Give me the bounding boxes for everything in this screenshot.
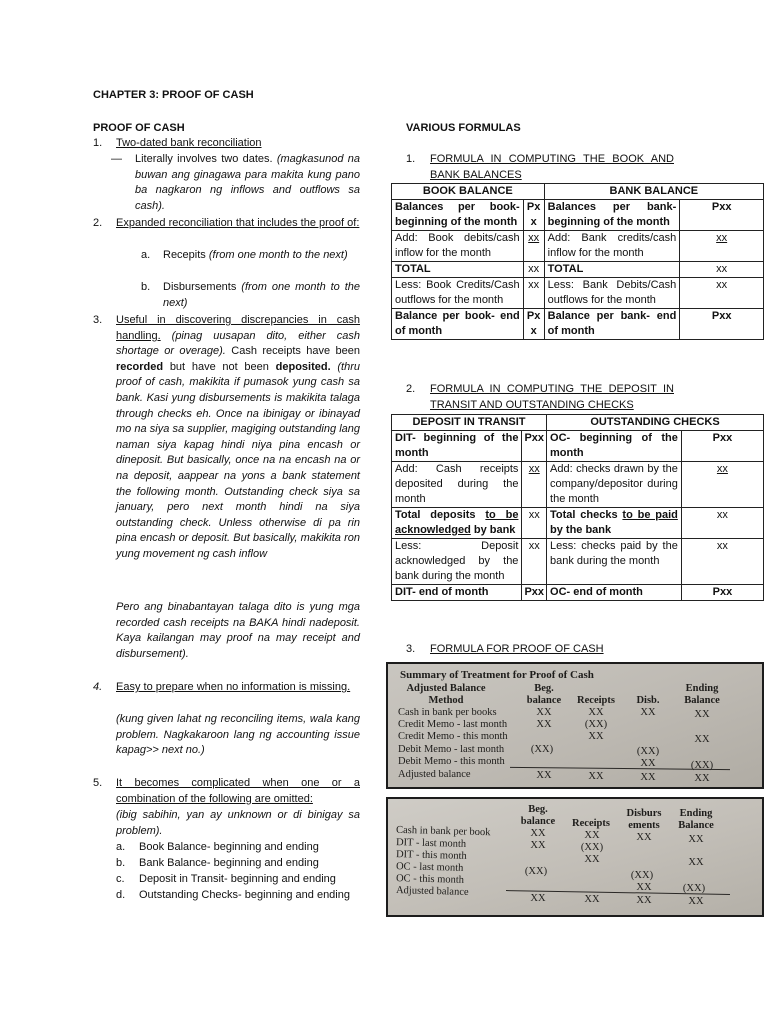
item1-dash: — — [111, 153, 122, 165]
photo2-row-end: XX — [688, 834, 704, 845]
photo2-row-end: XX — [688, 896, 704, 907]
item5b-mark: b. — [116, 857, 126, 869]
photo1-title: Summary of Treatment for Proof of Cash — [400, 669, 594, 681]
item5d-mark: d. — [116, 889, 126, 901]
item1-title: Two-dated bank reconciliation — [116, 137, 262, 149]
formula1-row — [392, 278, 764, 309]
formula1-amount: Pxx — [680, 200, 764, 231]
photo1-row-label: Credit Memo - last month — [398, 719, 508, 730]
formula1-table — [391, 183, 764, 340]
photo1-col-receipts: Receipts — [577, 695, 615, 706]
formula2-amount: xx — [681, 508, 763, 539]
photo2-row-beg: XX — [530, 840, 546, 851]
formula2-amount: xx — [681, 539, 763, 585]
formula1-cell: TOTAL — [544, 262, 680, 278]
proof-of-cash-dit-oc-photo — [386, 797, 764, 917]
item5c-text: Deposit in Transit- beginning and ending — [139, 873, 336, 885]
item5c-mark: c. — [116, 873, 125, 885]
formula1-amount: Px x — [523, 200, 544, 231]
photo1-row-label: Debit Memo - this month — [398, 756, 505, 767]
photo2-row-disb: XX — [636, 882, 652, 893]
formula2-amount: xx — [681, 462, 763, 508]
formula2-amount: Pxx — [681, 431, 763, 462]
formula2-cell: DIT- beginning of the month — [392, 431, 522, 462]
formula2-text: Total checks — [550, 509, 618, 521]
item2b-italic: (from one month to the next) — [163, 281, 360, 309]
item5a-mark: a. — [116, 841, 126, 853]
item3-body — [116, 313, 360, 563]
photo1-col-end1: Ending — [685, 683, 719, 694]
formula3-title: FORMULA FOR PROOF OF CASH — [430, 643, 604, 655]
item2a-mark: a. — [141, 249, 151, 261]
formula1-row — [392, 231, 764, 262]
photo2-row-beg: (XX) — [524, 866, 548, 877]
item3-note2: (thru proof of cash, makikita if pumasok yung cash sa bank. Kasi yung disbursements is makikita talaga through checks eh. Once na ibinigay or ibinayad mo na siya sa supplier, magiging outstanding lang naman siya kapag hindi niya pina encash or dineposit. But basically, once na na encash na or na deposit, aappear na yons a bank statement the following month. Outstanding check siya sa january, pero next month hindi na siya outstanding check. Unless otherwise di pa rin pina encash or deposit. But basically, makikita ron yung movement ng cash inflow — [116, 360, 361, 560]
formula2-amount: Pxx — [522, 431, 547, 462]
item3-note1: (pinag uusapan dito, either cash shortage or overage). — [116, 329, 360, 358]
photo2-row-label: Adjusted balance — [395, 885, 469, 898]
item3-number: 3. — [93, 314, 103, 326]
photo1-row-disb: XX — [640, 772, 656, 783]
formula2-table — [391, 414, 764, 601]
formula1-cell: TOTAL — [392, 262, 524, 278]
photo2-row-disb: (XX) — [630, 870, 654, 881]
item1-text-italic: (magkasunod na buwan ang ginagawa para makita kung pano ba nagkaron ng inflows and outflows sa cash). — [135, 153, 360, 212]
formula2-amount: xx — [522, 462, 547, 508]
photo1-row-beg: (XX) — [530, 744, 554, 755]
photo1-row-rec: (XX) — [584, 719, 608, 730]
formula2-cell: Add: Cash receipts deposited during the month — [392, 462, 522, 508]
item1-text-plain: Literally involves two dates. — [135, 153, 273, 165]
photo1-col-end2: Balance — [684, 695, 720, 706]
photo2-row-disb: XX — [636, 832, 652, 843]
item5-text: (ibig sabihin, yan ay unknown or di binigay sa problem). — [116, 809, 360, 837]
formula1-header-row — [392, 184, 764, 200]
formula2-row — [392, 431, 764, 462]
formula1-amount: Pxx — [680, 309, 764, 340]
photo1-row-beg: XX — [536, 707, 552, 718]
formula1-cell: Balances per book- beginning of the month — [392, 200, 524, 231]
photo1-col-method2: Method — [428, 695, 464, 706]
formula2-row — [392, 539, 764, 585]
item5b-text: Bank Balance- beginning and ending — [139, 857, 319, 869]
item2a-text — [163, 248, 360, 264]
item3-text4: but have not been — [169, 360, 269, 373]
formula2-amount: Pxx — [522, 585, 547, 601]
item3-title: Useful in discovering discrepancies in cash handling. — [116, 314, 360, 342]
photo1-row-disb: (XX) — [636, 746, 660, 757]
photo2-col-beg1: Beg. — [528, 804, 548, 815]
item3-text2: Cash receipts have been — [231, 345, 361, 358]
item2b-plain: Disbursements — [163, 281, 237, 293]
formula1-cell: Less: Bank Debits/Cash outflows for the month — [544, 278, 680, 309]
formula2-cell: Less: checks paid by the bank during the month — [547, 539, 682, 585]
formula2-row — [392, 585, 764, 601]
formula2-cell: DIT- end of month — [392, 585, 522, 601]
formula2-cell — [547, 508, 682, 539]
photo2-row-end: XX — [688, 857, 704, 868]
formula2-row — [392, 462, 764, 508]
formula1-row — [392, 200, 764, 231]
formula1-number: 1. — [406, 153, 416, 165]
photo1-row-end: XX — [694, 734, 710, 745]
formula1-row — [392, 309, 764, 340]
formula2-cell: Add: checks drawn by the company/depositor during the month — [547, 462, 682, 508]
photo1-row-rec: XX — [588, 771, 604, 782]
photo2-row-label: DIT - last month — [395, 837, 467, 850]
item3-deposited: deposited. — [275, 360, 331, 373]
photo1-row-beg: XX — [536, 770, 552, 781]
formula1-amount: xx — [523, 231, 544, 262]
item2b-text — [163, 280, 360, 311]
photo2-col-beg2: balance — [520, 816, 556, 827]
formula1-cell: Balances per bank- beginning of the month — [544, 200, 680, 231]
photo2-col-end2: Balance — [678, 820, 714, 831]
photo2-row-label: DIT - this month — [395, 849, 467, 862]
formula2-cell: OC- end of month — [547, 585, 682, 601]
photo1-row-label: Adjusted balance — [398, 769, 471, 780]
formula1-amount: xx — [523, 278, 544, 309]
formula1-cell: Balance per bank- end of month — [544, 309, 680, 340]
formula1-row — [392, 262, 764, 278]
item5-title: It becomes complicated when one or a combination of the following are omitted: — [116, 777, 360, 805]
formula2-amount: xx — [522, 539, 547, 585]
formula1-title: FORMULA IN COMPUTING THE BOOK AND BANK BALANCES — [430, 153, 674, 181]
oc-header: OUTSTANDING CHECKS — [547, 415, 764, 431]
item1-text — [135, 152, 360, 214]
item2-number: 2. — [93, 217, 103, 229]
photo1-row-label: Credit Memo - this month — [398, 731, 508, 742]
photo1-row-rec: XX — [588, 707, 604, 718]
photo2-row-disb: XX — [636, 895, 652, 906]
photo1-row-label: Cash in bank per books — [398, 707, 497, 718]
dit-header: DEPOSIT IN TRANSIT — [392, 415, 547, 431]
formula2-text: by the bank — [550, 524, 612, 536]
formula1-cell: Add: Book debits/cash inflow for the month — [392, 231, 524, 262]
formula2-header-row — [392, 415, 764, 431]
formula2-text: by bank — [473, 524, 516, 536]
item2-title: Expanded reconciliation that includes the proof of: — [116, 217, 360, 229]
item5-number: 5. — [93, 777, 103, 789]
left-heading: PROOF OF CASH — [93, 122, 185, 134]
photo2-row-rec: XX — [584, 830, 600, 841]
photo2-col-disb1: Disburs — [626, 808, 662, 819]
item1-number: 1. — [93, 137, 103, 149]
item2a-italic: (from one month to the next) — [208, 249, 348, 261]
formula2-amount: Pxx — [681, 585, 763, 601]
formula2-text: to be paid — [622, 509, 678, 521]
photo1-col-method1: Adjusted Balance — [406, 683, 486, 694]
item4-text: (kung given lahat ng reconciling items, wala kang problem. Nagkakaroon lang ng accounting issue kapag>> next no.) — [116, 713, 360, 757]
photo1-row-disb: XX — [640, 707, 656, 718]
item5d-text: Outstanding Checks- beginning and ending — [139, 889, 350, 901]
item4-title: Easy to prepare when no information is missing. — [116, 681, 351, 693]
formula2-cell: Less: Deposit acknowledged by the bank during the month — [392, 539, 522, 585]
photo1-row-rec: XX — [588, 731, 604, 742]
photo1-col-disb: Disb. — [636, 695, 660, 706]
chapter-title: CHAPTER 3: PROOF OF CASH — [93, 89, 254, 101]
proof-of-cash-summary-photo — [386, 662, 764, 789]
item5a-text: Book Balance- beginning and ending — [139, 841, 319, 853]
photo2-row-label: OC - last month — [395, 861, 464, 874]
photo2-row-beg: XX — [530, 893, 546, 904]
photo2-row-end: (XX) — [682, 883, 706, 894]
photo2-row-label: Cash in bank per book — [395, 824, 491, 839]
formula1-cell: Balance per book- end of month — [392, 309, 524, 340]
photo2-col-receipts: Receipts — [572, 818, 610, 829]
book-balance-header: BOOK BALANCE — [392, 184, 545, 200]
formula2-text: Total deposits — [395, 509, 476, 521]
formula1-amount: xx — [680, 231, 764, 262]
photo2-col-disb2: ements — [628, 820, 660, 831]
photo1-row-disb: XX — [640, 758, 656, 769]
item2a-plain: Recepits — [163, 249, 206, 261]
formula2-number: 2. — [406, 383, 416, 395]
photo2-row-rec: XX — [584, 894, 600, 905]
photo1-row-beg: XX — [536, 719, 552, 730]
item2b-mark: b. — [141, 281, 151, 293]
formula2-cell — [392, 508, 522, 539]
right-heading: VARIOUS FORMULAS — [406, 122, 521, 134]
photo2-col-end1: Ending — [679, 808, 713, 819]
formula1-cell: Add: Bank credits/cash inflow for the month — [544, 231, 680, 262]
formula2-row — [392, 508, 764, 539]
photo1-row-label: Debit Memo - last month — [398, 744, 505, 755]
formula1-amount: xx — [680, 278, 764, 309]
photo1-row-end: XX — [694, 709, 710, 720]
formula2-text: to be acknowledged — [395, 509, 519, 536]
photo2-row-rec: XX — [584, 854, 600, 865]
formula1-cell: Less: Book Credits/Cash outflows for the month — [392, 278, 524, 309]
formula1-amount: xx — [523, 262, 544, 278]
photo2-row-label: OC - this month — [395, 873, 465, 886]
photo2-row-rec: (XX) — [580, 842, 604, 853]
formula2-title: FORMULA IN COMPUTING THE DEPOSIT IN TRANSIT AND OUTSTANDING CHECKS — [430, 383, 674, 411]
photo2-row-beg: XX — [530, 828, 546, 839]
bank-balance-header: BANK BALANCE — [544, 184, 763, 200]
formula3-number: 3. — [406, 643, 416, 655]
item3-note3: Pero ang binabantayan talaga dito is yung mga recorded cash receipts na BAKA hindi nadeposit. Kaya kailangan may proof na may receipt and disbursement). — [116, 601, 360, 660]
item4-number: 4. — [93, 681, 103, 693]
formula1-amount: Px x — [523, 309, 544, 340]
formula1-amount: xx — [680, 262, 764, 278]
item3-recorded: recorded — [116, 360, 164, 373]
photo1-row-end: XX — [694, 773, 710, 784]
formula2-cell: OC- beginning of the month — [547, 431, 682, 462]
photo1-col-beg2: balance — [526, 695, 562, 706]
photo1-row-end: (XX) — [690, 760, 714, 771]
photo1-col-beg1: Beg. — [534, 683, 554, 694]
formula2-amount: xx — [522, 508, 547, 539]
